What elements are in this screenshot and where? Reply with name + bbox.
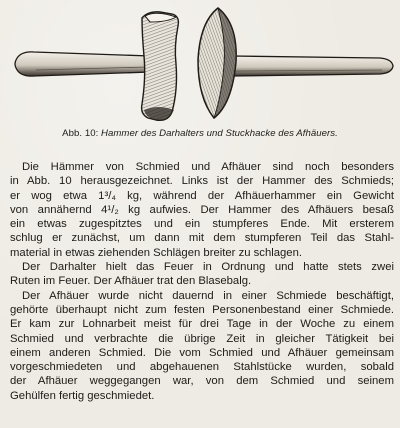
text-line: material in etwas ziehenden Schlägen breiter zu schlagen. [10,246,303,259]
text-line: Ruten im Feuer. Der Afhäuer trat den Blasebalg. [10,275,252,288]
text-line: Gehülfen fertig geschmiedet. [10,389,155,402]
text-line: gehörte überhaupt nicht zum festen Personenbestand einer Schmiede. [10,303,394,316]
text-line: ein etwas zugespitztes und ein stumpferes Ende. Mit ersterem [10,218,394,231]
figure-number: Abb. 10: [62,128,99,139]
smith-hammer [15,12,178,120]
text-line: Die Hämmer von Schmied und Afhäuer sind noch besonders [22,161,394,173]
hammer-illustration [0,0,400,126]
text-line: vorgeschmiedeten und abgehauenen Stahlstücke wurden, sobald [10,361,394,374]
text-line: Der Afhäuer wurde nicht dauernd in einer Schmiede beschäftigt, [22,289,394,302]
text-line: in Abb. 10 herausgezeichnet. Links ist der Hammer des Schmieds; [10,175,394,188]
text-line: von annähernd 4¹/₂ kg aufwies. Der Hammer des Afhäuers besaß [10,203,394,216]
figure-caption [0,128,400,139]
text-line: Schmied und verbrachte die übrige Zeit in gleicher Tätigkeit bei [10,332,394,345]
text-line: einem anderen Schmied. Die vom Schmied und Afhäuer gemeinsam [10,346,394,359]
text-line: Der Darhalter hielt das Feuer in Ordnung und hatte stets zwei [22,261,394,274]
afhauer-hammer [198,8,393,118]
body-text [10,160,394,403]
text-line: der Afhäuer weggegangen war, von dem Schmied und seinem [10,375,394,388]
figure-title: Hammer des Darhalters und Stuckhacke des Afhäuers. [101,128,338,139]
text-line: er wog etwa 1³/₄ kg, während der Afhäuerhammer ein Gewicht [10,189,394,202]
text-line: schlug er zunächst, um dann mit dem stumpferen Teil das Stahl- [10,232,394,245]
text-line: Er kam zur Lohnarbeit meist für drei Tage in der Woche zu einem [10,318,394,331]
